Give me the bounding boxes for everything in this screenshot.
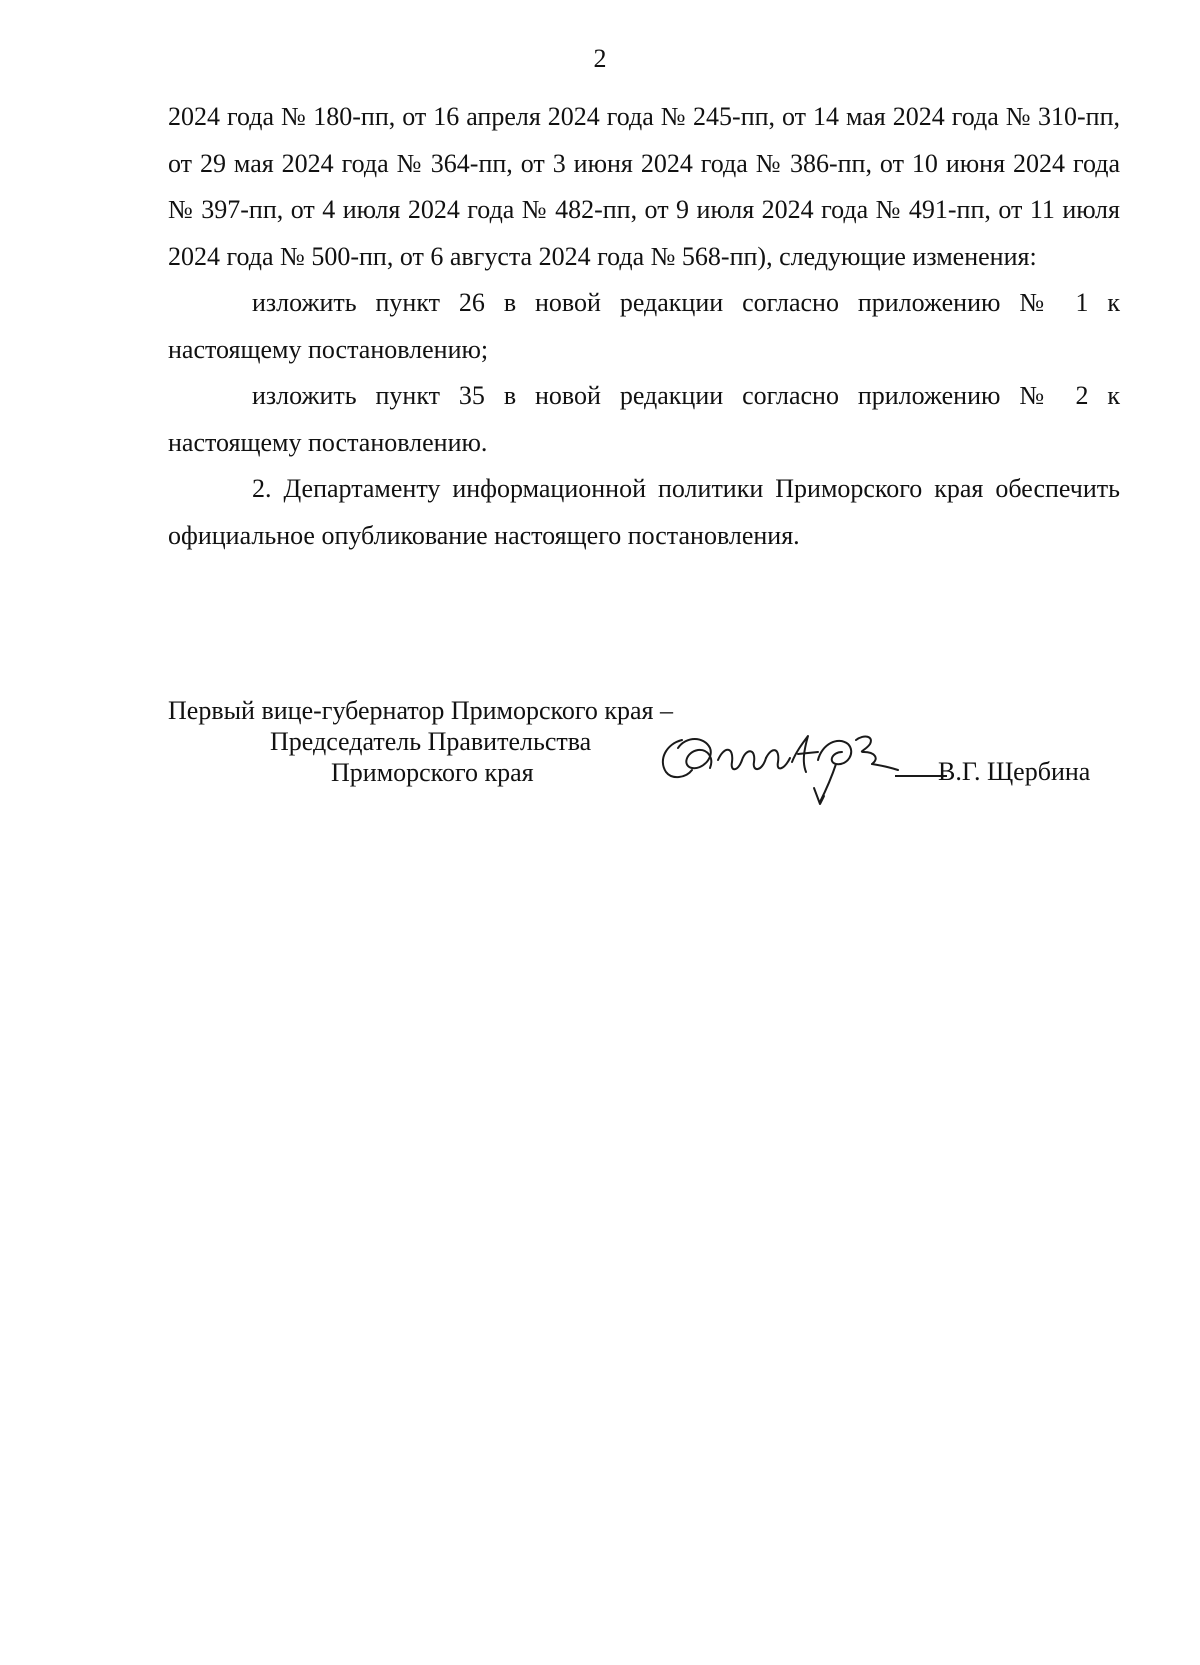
paragraph-amendment-list: 2024 года № 180-пп, от 16 апреля 2024 года № 245-пп, от 14 мая 2024 года № 310-пп, от 29 мая 2024 года № 364-пп, от 3 июня 2024 года № 386-пп, от 10 июня 2024 года № 397-пп, от 4 июля 2024 года № 482-пп, от 9 июля 2024 года № 491-пп, от 11 июля 2024 года № 500-пп, от 6 августа 2024 года № 568-пп), следующие изменения: xyxy=(168,102,1120,271)
signatory-title-line-1: Первый вице-губернатор Приморского края – xyxy=(168,696,673,725)
page-number: 2 xyxy=(593,44,607,73)
signatory-title-line-2: Председатель Правительства xyxy=(270,727,592,756)
signer-name: В.Г. Щербина xyxy=(938,757,1091,786)
paragraph-publication-order: 2. Департаменту информационной политики Приморского края обеспечить официальное опубликование настоящего постановления. xyxy=(168,474,1120,550)
signatory-title-line-3: Приморского края xyxy=(331,758,534,787)
handwritten-signature xyxy=(652,722,952,814)
document-body xyxy=(168,94,1120,559)
signatory-title xyxy=(168,695,673,788)
paragraph-item-35: изложить пункт 35 в новой редакции согласно приложению № 2 к настоящему постановлению. xyxy=(168,381,1120,457)
paragraph-item-26: изложить пункт 26 в новой редакции согласно приложению № 1 к настоящему постановлению; xyxy=(168,288,1120,364)
